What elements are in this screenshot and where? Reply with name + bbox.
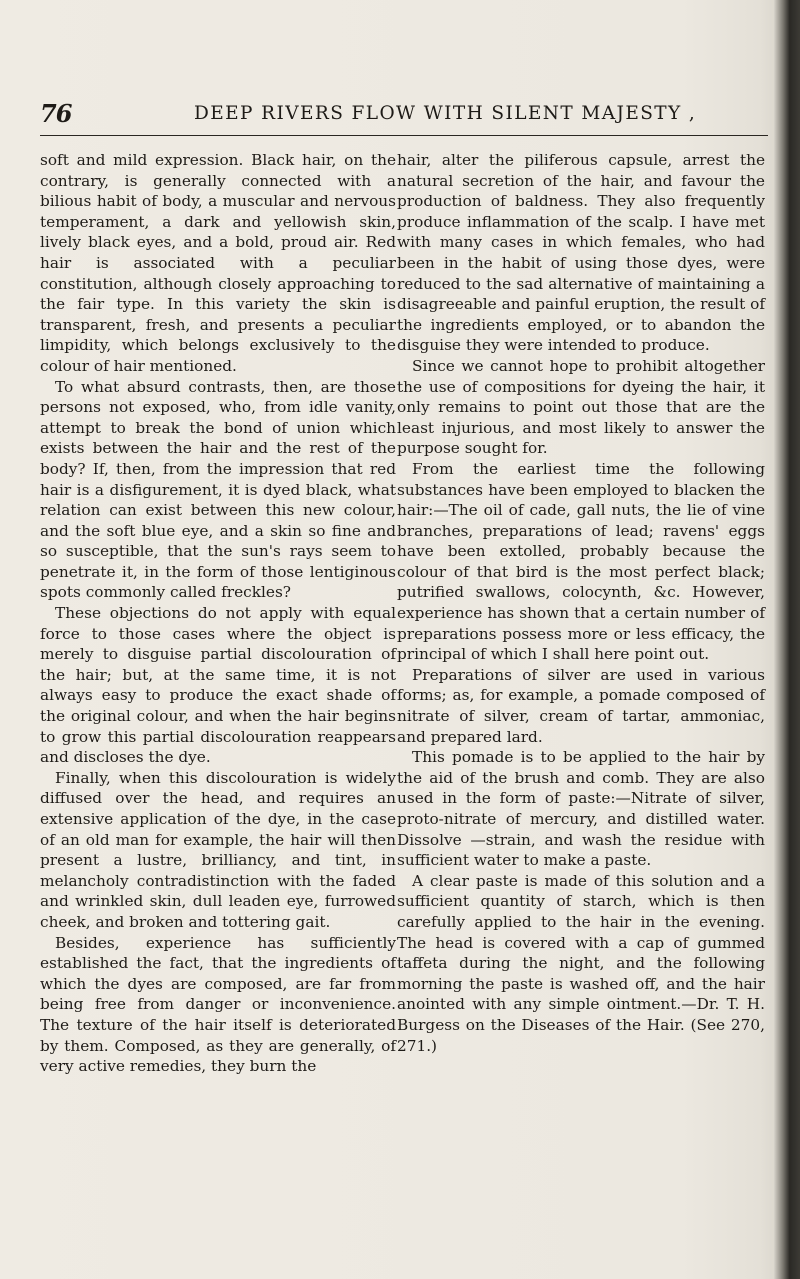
- paragraph: Finally, when this discolouration is widely diffused over the head, and requires an extensive application of the dye, in the case of an old man for example, the hair will then present a lustre, brilliancy, and tint, in melancholy contradistinction with the faded and wrinkled skin, dull leaden eye, furrowed cheek, and broken and tottering gait.: [40, 768, 396, 931]
- paragraph: Since we cannot hope to prohibit altogether the use of compositions for dyeing the hair, it only remains to point out those that are the least injurious, and most likely to answer the purpose sought for.: [397, 356, 765, 458]
- paragraph: hair, alter the piliferous capsule, arrest the natural secretion of the hair, and favour the production of baldness. They also frequently produce inflammation of the scalp. I have met with many cases in which females, who had been in the habit of using those dyes, were reduced to the sad alternative of maintaining a disagreeable and painful eruption, the result of the ingredients employed, or to abandon the disguise they were intended to produce.: [397, 151, 765, 355]
- paragraph: These objections do not apply with equal force to those cases where the object is merely to disguise partial discolouration of the hair; but, at the same time, it is not always easy to produce the exact shade of the original colour, and when the hair begins to grow this partial discolouration reappears and discloses the dye.: [40, 604, 396, 767]
- left-column: [40, 150, 396, 1077]
- paragraph: A clear paste is made of this solution and a sufficient quantity of starch, which is then carefully applied to the hair in the evening. The head is covered with a cap of gummed taffeta during the night, and the following morning the paste is washed off, and the hair anointed with any simple ointment.—Dr. T. H. Burgess on the Diseases of the Hair. (See 270, 271.): [397, 871, 765, 1055]
- paragraph: Besides, experience has sufficiently established the fact, that the ingredients of which the dyes are composed, are far from being free from danger or inconvenience. The texture of the hair itself is deteriorated by them. Composed, as they are generally, of very active remedies, they burn the: [40, 933, 396, 1076]
- paragraph: To what absurd contrasts, then, are those persons not exposed, who, from idle vanity, attempt to break the bond of union which exists between the hair and the rest of the body? If, then, from the impression that red hair is a disfigurement, it is dyed black, what relation can exist between this new colour, and the soft blue eye, and a skin so fine and so susceptible, that the sun's rays seem to penetrate it, in the form of those lentiginous spots commonly called freckles?: [40, 377, 396, 602]
- right-column: [397, 150, 765, 1056]
- page-edge-shadow: [774, 0, 800, 1279]
- paragraph: soft and mild expression. Black hair, on the contrary, is generally connected with a bilious habit of body, a muscular and nervous temperament, a dark and yellowish skin, lively black eyes, and a bold, proud air. Red hair is associated with a peculiar constitution, although closely approaching to the fair type. In this variety the skin is transparent, fresh, and presents a peculiar limpidity, which belongs exclusively to the colour of hair mentioned.: [40, 151, 396, 375]
- page-number: 76: [40, 99, 72, 128]
- running-title: DEEP RIVERS FLOW WITH SILENT MAJESTY ,: [194, 103, 697, 124]
- running-header: [40, 97, 768, 136]
- paragraph: Preparations of silver are used in various forms; as, for example, a pomade composed of nitrate of silver, cream of tartar, ammoniac, and prepared lard.: [397, 665, 765, 746]
- paragraph: This pomade is to be applied to the hair by the aid of the brush and comb. They are also used in the form of paste:—Nitrate of silver, proto-nitrate of mercury, and distilled water. Dissolve —strain, and wash the residue with sufficient water to make a paste.: [397, 748, 765, 870]
- paragraph: From the earliest time the following substances have been employed to blacken the hair:—The oil of cade, gall nuts, the lie of vine branches, preparations of lead; ravens' eggs have been extolled, probably because the colour of that bird is the most perfect black; putrified swallows, colocynth, &c. However, experience has shown that a certain number of preparations possess more or less efficacy, the principal of which I shall here point out.: [397, 459, 765, 664]
